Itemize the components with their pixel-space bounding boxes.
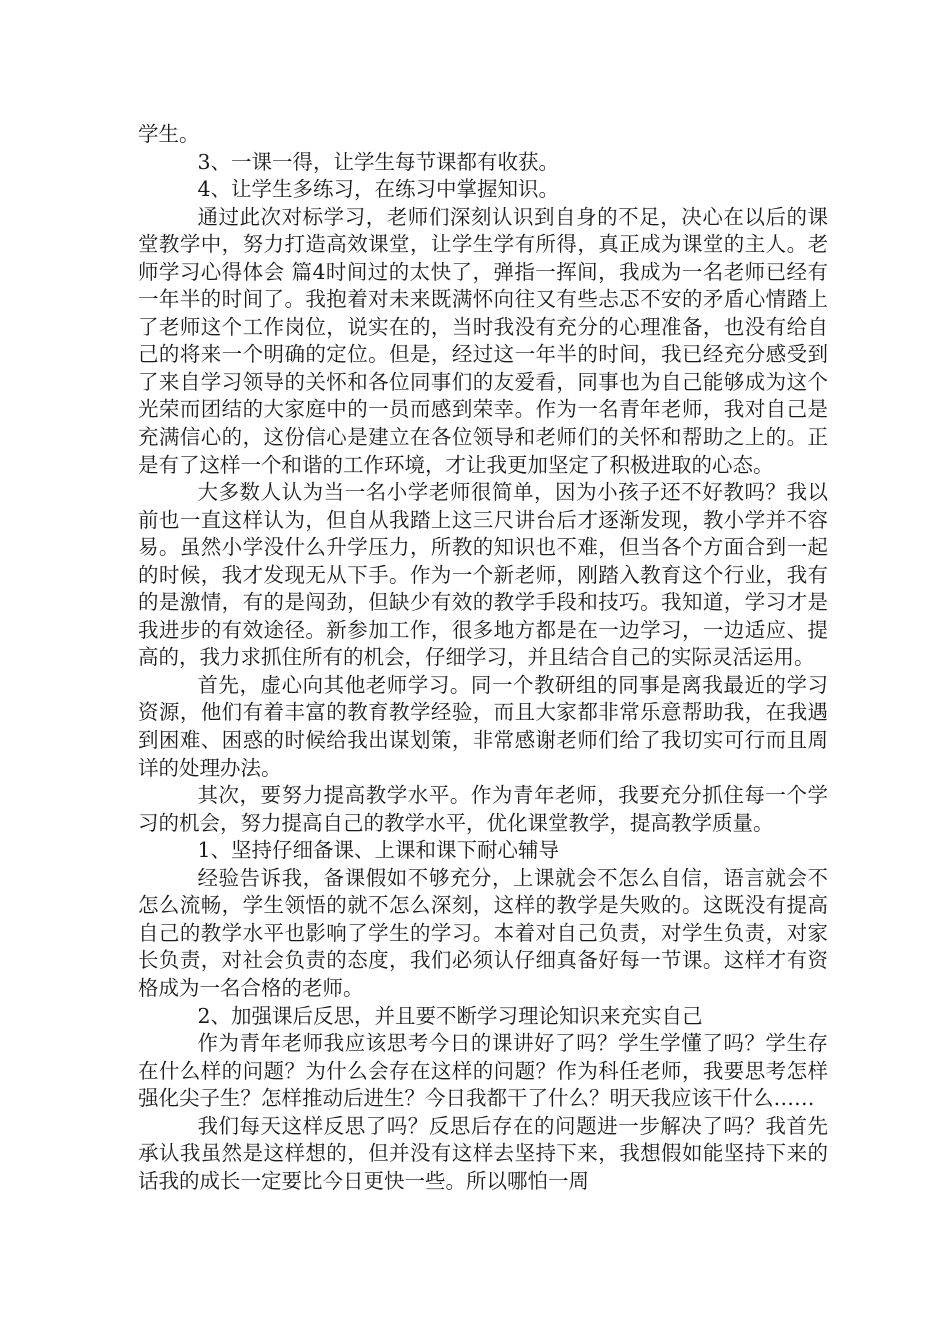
paragraph-item-3: 3、一课一得，让学生每节课都有收获。 [197,149,559,174]
paragraph-improve-teaching: 其次，要努力提高教学水平。作为青年老师，我要充分抓住每一个学习的机会，努力提高自己的教学水平，优化课堂教学，提高教学质量。 [138,783,828,835]
paragraph-benchmark-study: 通过此次对标学习，老师们深刻认识到自身的不足，决心在以后的课堂教学中，努力打造高效课堂，让学生学有所得，真正成为课堂的主人。老师学习心得体会 篇4时间过的太快了，弹指一挥间，我成为一名老师已经有一年半的时间了。我抱着对未来既满怀向往又有些忐忑不安的矛盾心情踏上了老师这个工作岗位，说实在的，当时我没有充分的心理准备，也没有给自己的将来一个明确的定位。但是，经过这一年半的时间，我已经充分感受到了来自学习领导的关怀和各位同事们的友爱看，同事也为自己能够成为这个光荣而团结的大家庭中的一员而感到荣幸。作为一名青年老师，我对自己是充满信心的，这份信心是建立在各位领导和老师们的关怀和帮助之上的。正是有了这样一个和谐的工作环境，才让我更加坚定了积极进取的心态。 [138,204,828,477]
paragraph-heading-reflection: 2、加强课后反思，并且要不断学习理论知识来充实自己 [197,1003,703,1028]
paragraph-lesson-prep: 经验告诉我，备课假如不够充分，上课就会不怎么自信，语言就会不怎么流畅，学生领悟的就不怎么深刻，这样的教学是失败的。这既没有提高自己的教学水平也影响了学生的学习。本着对自己负责，对学生负责，对家长负责，对社会负责的态度，我们必须认仔细真备好每一节课。这样才有资格成为一名合格的老师。 [138,865,828,1000]
paragraph-primary-teaching: 大多数人认为当一名小学老师很简单，因为小孩子还不好教吗？我以前也一直这样认为，但自从我踏上这三尺讲台后才逐渐发现，教小学并不容易。虽然小学没什么升学压力，所教的知识也不难，但当各个方面合到一起的时候，我才发现无从下手。作为一个新老师，刚踏入教育这个行业，我有的是激情，有的是闯劲，但缺少有效的教学手段和技巧。我知道，学习才是我进步的有效途径。新参加工作，很多地方都是在一边学习，一边适应、提高的，我力求抓住所有的机会，仔细学习，并且结合自己的实际灵活运用。 [138,480,828,670]
paragraph-reflection-questions: 作为青年老师我应该思考今日的课讲好了吗？学生学懂了吗？学生存在什么样的问题？为什么会存在这样的问题？作为科任老师，我要思考怎样强化尖子生？怎样推动后进生？今日我都干了什么？明天我应该干什么…… [138,1031,828,1111]
paragraph-heading-lesson-prep: 1、坚持仔细备课、上课和课下耐心辅导 [197,838,559,863]
paragraph-continuation: 学生。 [138,122,200,146]
document-body [138,121,828,1195]
paragraph-learn-from-colleagues: 首先，虚心向其他老师学习。同一个教研组的同事是离我最近的学习资源，他们有着丰富的教育教学经验，而且大家都非常乐意帮助我，在我遇到困难、困惑的时候给我出谋划策，非常感谢老师们给了我切实可行而且周详的处理办法。 [138,672,828,780]
paragraph-item-4: 4、让学生多练习，在练习中掌握知识。 [197,177,559,202]
paragraph-daily-reflection: 我们每天这样反思了吗？反思后存在的问题进一步解决了吗？我首先承认我虽然是这样想的，但并没有这样去坚持下来，我想假如能坚持下来的话我的成长一定要比今日更快一些。所以哪怕一周 [138,1113,828,1193]
